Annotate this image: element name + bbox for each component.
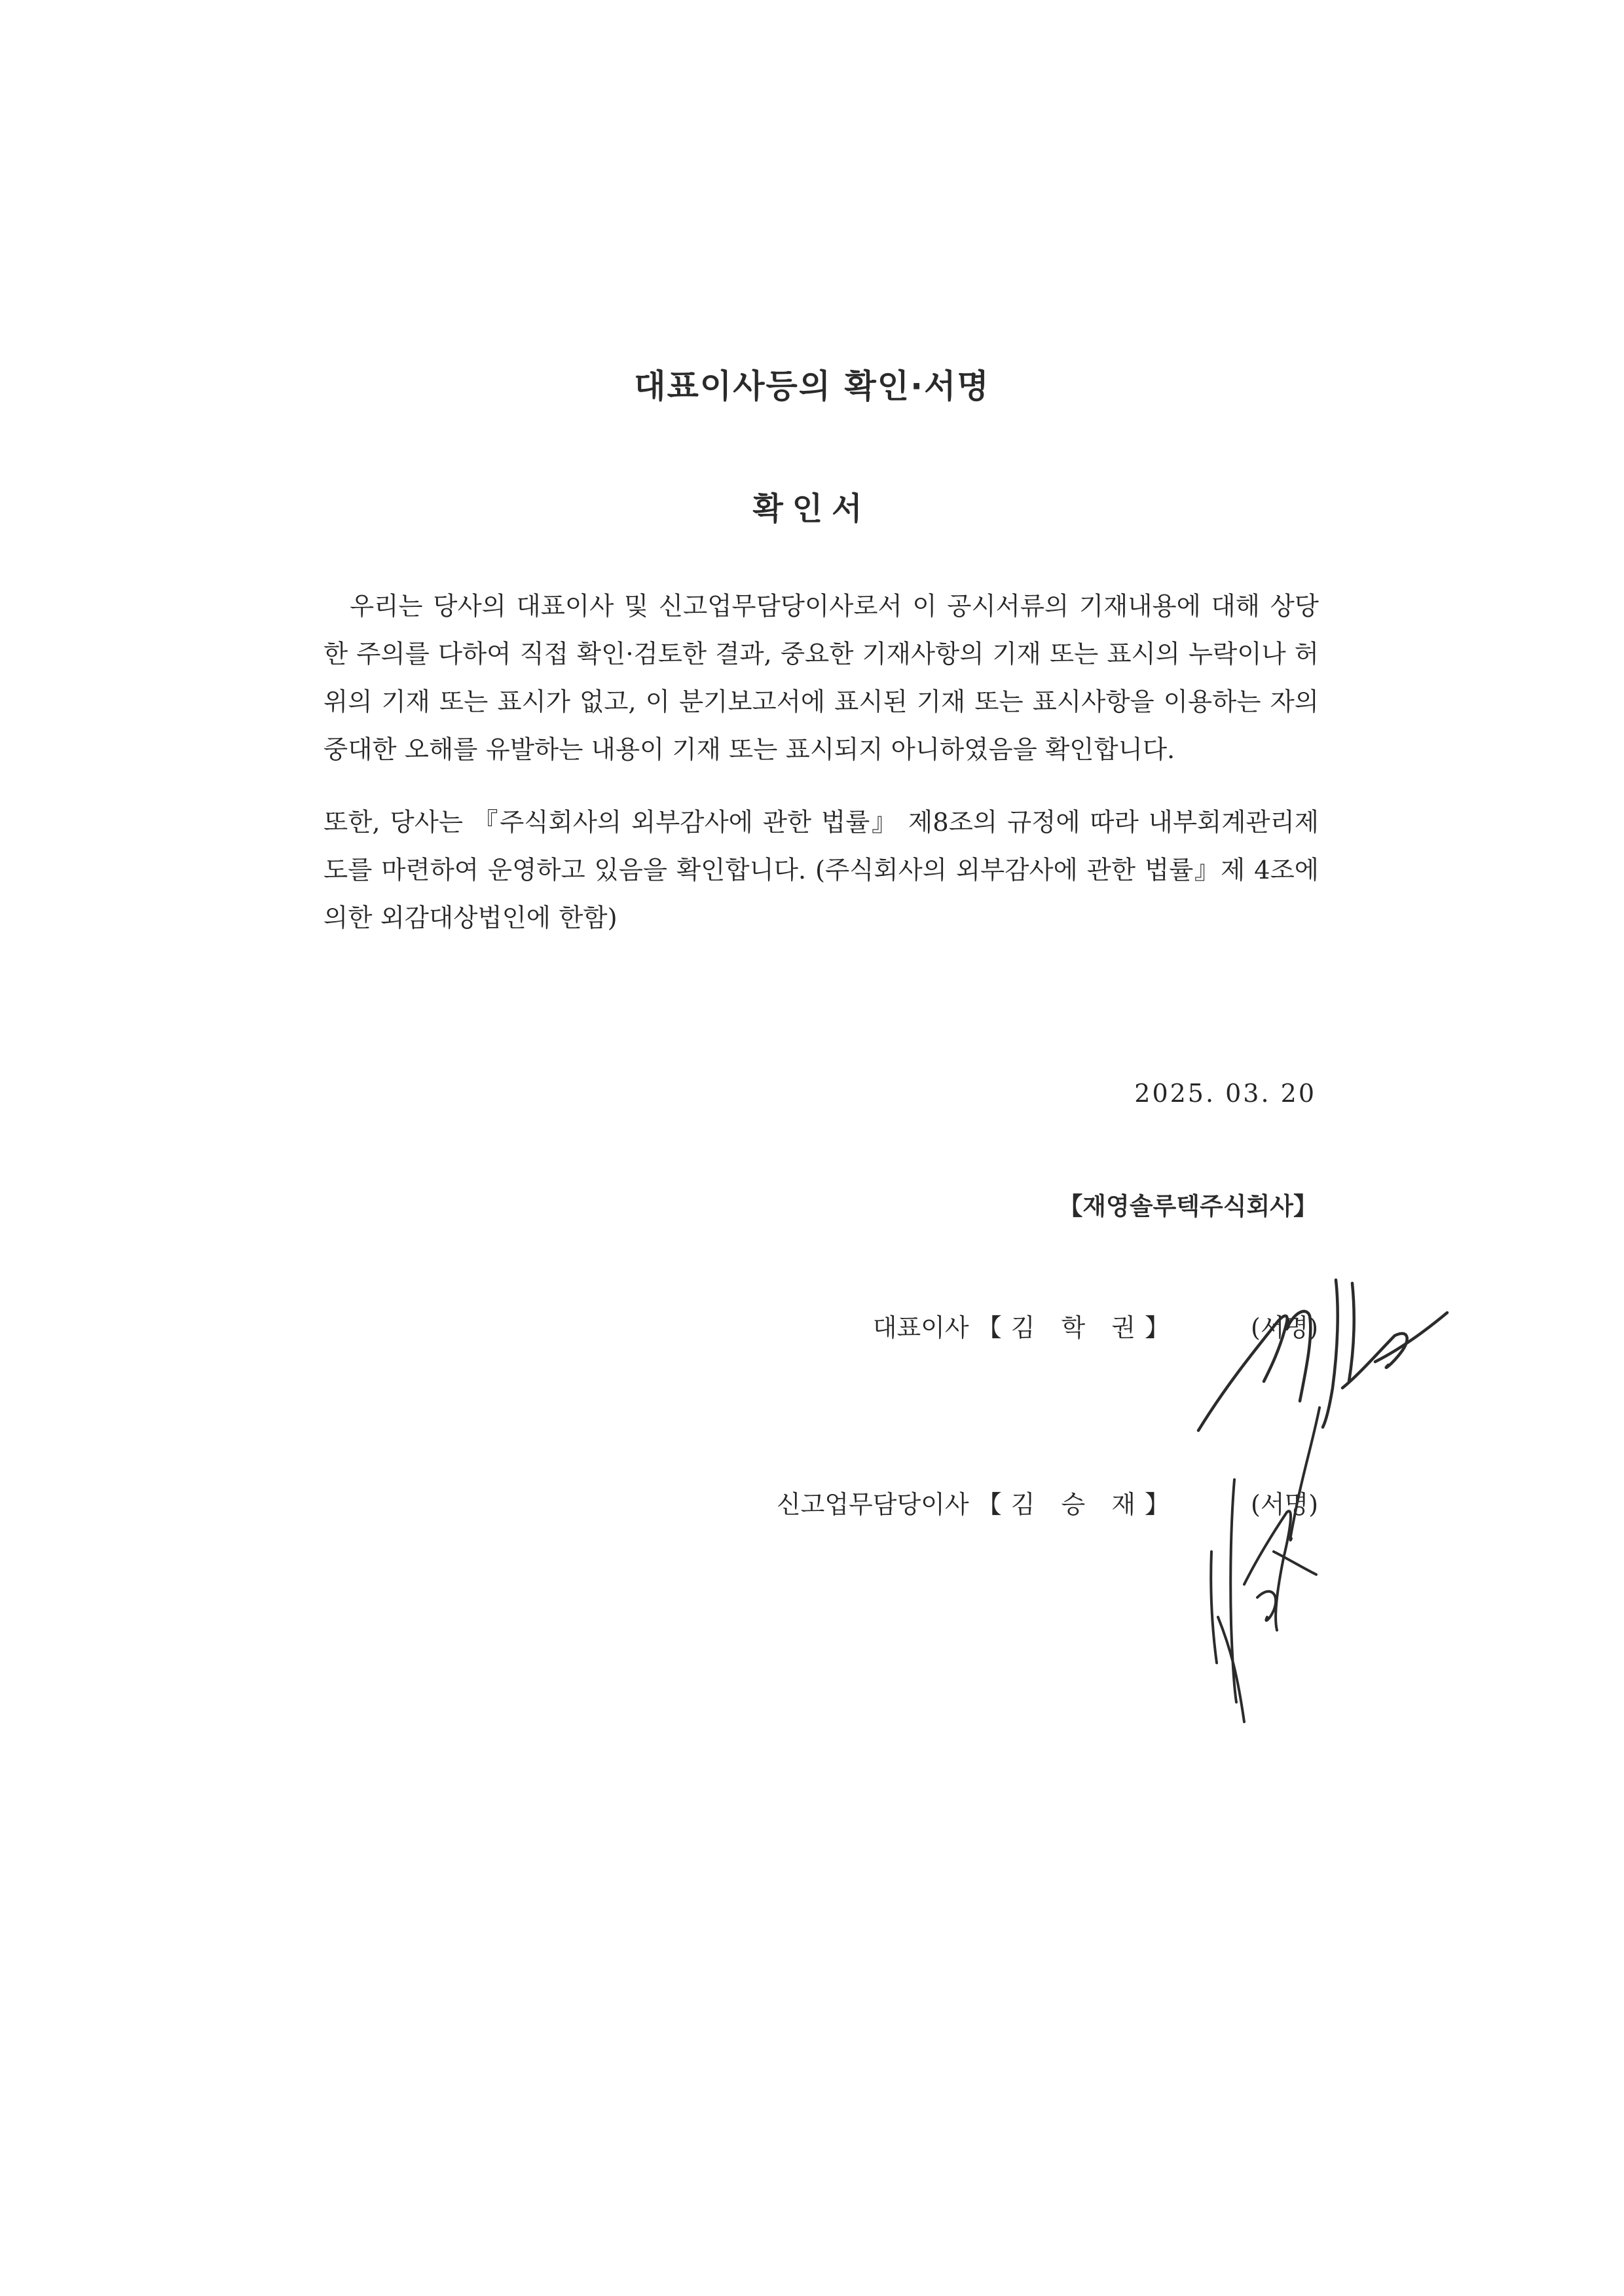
document-subtitle: 확인서 — [752, 490, 872, 527]
signer-row-disclosure-officer — [777, 1484, 1179, 1520]
paragraph-internal-control: 또한, 당사는 『주식회사의 외부감사에 관한 법률』 제8조의 규정에 따라 내부회계관리제도를 마련하여 운영하고 있음을 확인합니다. (주식회사의 외부감사에 관한 법률』제 4조에 의한 외감대상법인에 한함) — [323, 808, 1319, 933]
signer-row-ceo — [873, 1307, 1179, 1343]
sign-label-disclosure-officer: (서명) — [1251, 1490, 1319, 1519]
handwritten-signature-2 — [1211, 1408, 1320, 1722]
paragraph-confirmation: 우리는 당사의 대표이사 및 신고업무담당이사로서 이 공시서류의 기재내용에 대해 상당한 주의를 다하여 직접 확인·검토한 결과, 중요한 기재사항의 기재 또는 표시의 누락이나 허위의 기재 또는 표시가 없고, 이 분기보고서에 표시된 기재 또는 표시사항을 이용하는 자의 중대한 오해를 유발하는 내용이 기재 또는 표시되지 아니하였음을 확인합니다. — [323, 592, 1319, 765]
handwritten-signature-1 — [1198, 1280, 1447, 1430]
company-name: 【재영솔루텍주식회사】 — [1058, 1192, 1318, 1220]
signer-role: 신고업무담당이사 — [776, 1490, 969, 1519]
document-date: 2025. 03. 20 — [1134, 1079, 1316, 1108]
signer-name: 【김 승 재】 — [976, 1490, 1179, 1519]
document-title: 대표이사등의 확인·서명 — [634, 367, 990, 405]
signer-name: 【김 학 권】 — [976, 1313, 1179, 1342]
sign-label-ceo: (서명) — [1251, 1313, 1319, 1342]
signer-role: 대표이사 — [872, 1313, 969, 1342]
